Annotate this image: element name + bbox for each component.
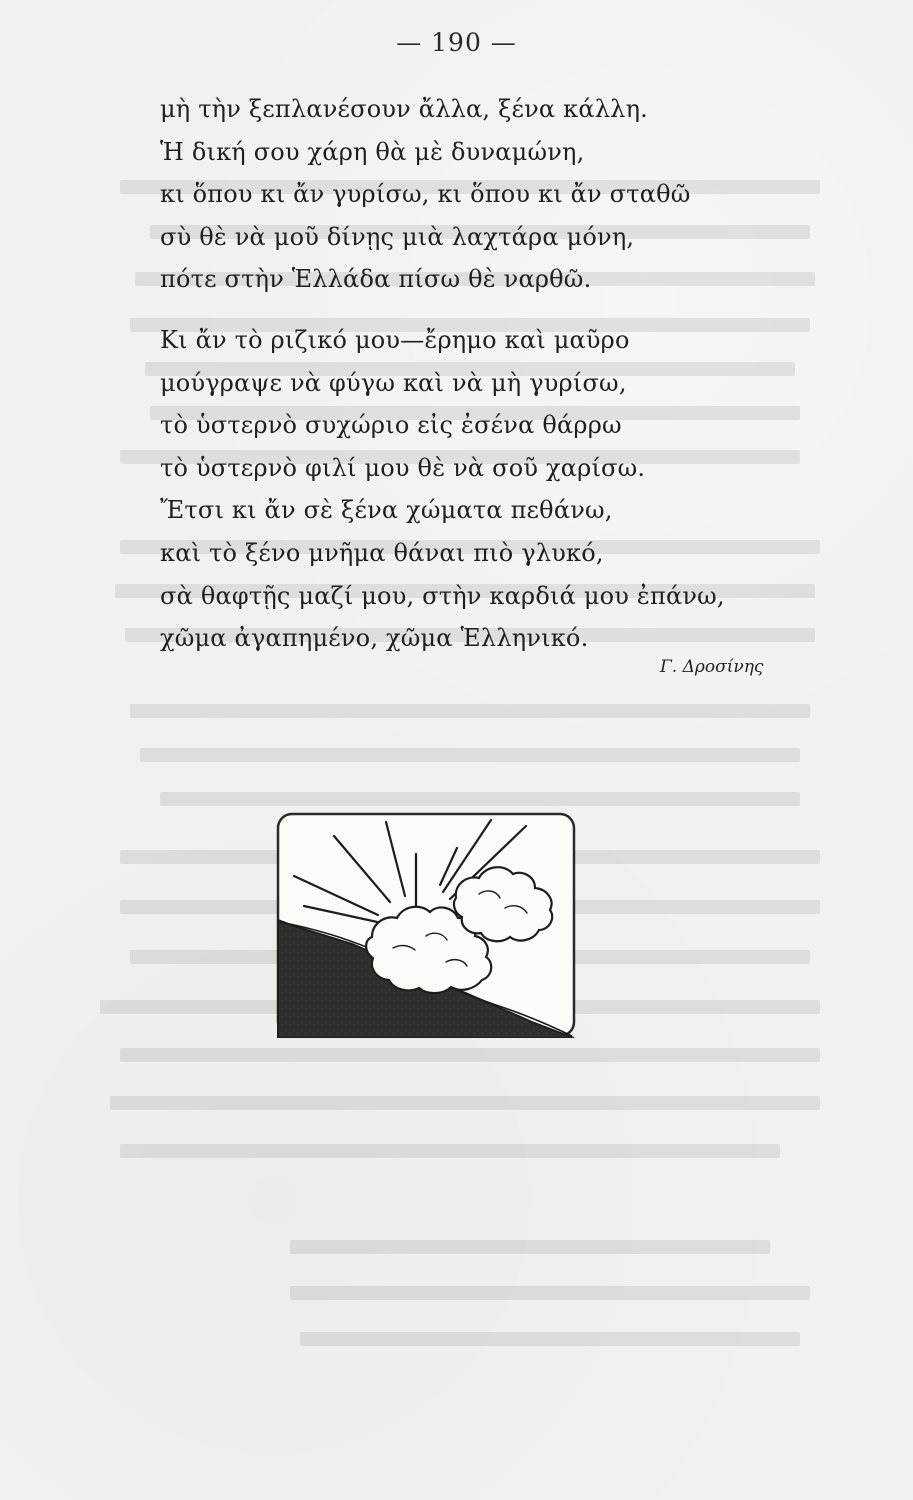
page-number: — 190 —: [396, 28, 517, 57]
poem-line: τὸ ὑστερνὸ συχώριο εἰς ἐσένα θάρρω: [160, 411, 622, 440]
poem-line: σὺ θὲ νὰ μοῦ δίνῃς μιὰ λαχτάρα μόνη,: [160, 222, 635, 251]
author-signature: Γ. Δροσίνης: [660, 657, 764, 677]
poem-line: κι ὅπου κι ἄν γυρίσω, κι ὅπου κι ἄν σταθῶ: [160, 180, 691, 209]
poem: [160, 88, 800, 678]
stanza-2: [160, 319, 800, 660]
poem-line: χῶμα ἀγαπημένο, χῶμα Ἑλληνικό.: [160, 624, 589, 653]
poem-line: πότε στὴν Ἑλλάδα πίσω θὲ ναρθῶ.: [160, 265, 592, 294]
poem-line: Ἡ δική σου χάρη θὰ μὲ δυναμώνη,: [160, 137, 585, 166]
sunrise-over-hill-icon: [276, 812, 576, 1038]
poem-line: μούγραψε νὰ φύγω καὶ νὰ μὴ γυρίσω,: [160, 368, 627, 397]
poem-line: σὰ θαφτῇς μαζί μου, στὴν καρδιά μου ἐπάνω,: [160, 581, 725, 610]
stanza-1: [160, 88, 800, 301]
poem-line: καὶ τὸ ξένο μνῆμα θάναι πιὸ γλυκό,: [160, 538, 604, 567]
poem-line: Ἔτσι κι ἄν σὲ ξένα χώματα πεθάνω,: [160, 496, 613, 525]
poem-line: μὴ τὴν ξεπλανέσουν ἄλλα, ξένα κάλλη.: [160, 95, 648, 123]
poem-line: τὸ ὑστερνὸ φιλί μου θὲ νὰ σοῦ χαρίσω.: [160, 453, 646, 482]
sunrise-svg: [276, 812, 576, 1038]
poem-line: Κι ἄν τὸ ριζικό μου—ἔρημο καὶ μαῦρο: [160, 325, 630, 354]
